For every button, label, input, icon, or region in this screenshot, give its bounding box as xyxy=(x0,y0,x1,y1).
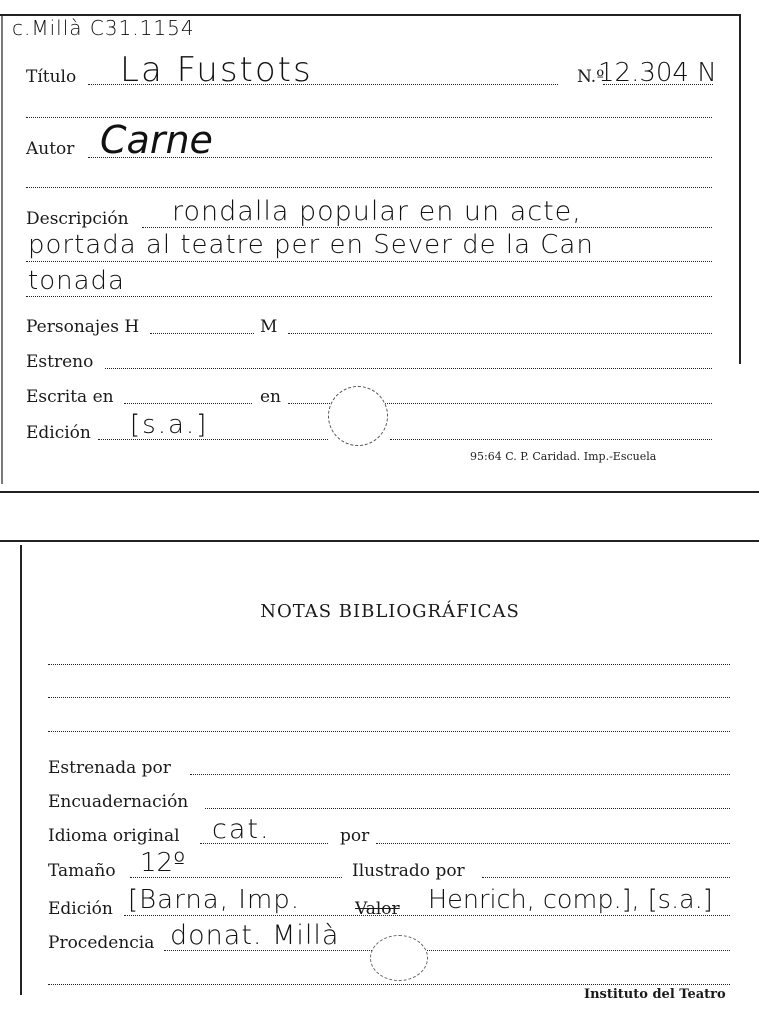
blank-line-2 xyxy=(26,187,712,188)
notas-blank-line-3 xyxy=(48,731,730,732)
punch-hole xyxy=(328,386,388,446)
procedencia-extra-line xyxy=(48,984,730,985)
descripcion-value-3: tonada xyxy=(28,266,125,296)
autor-value: Carne xyxy=(100,118,213,162)
archive-note: c.Millà C31.1154 xyxy=(12,16,195,40)
descripcion-line-3 xyxy=(26,296,712,297)
autor-label: Autor xyxy=(26,139,75,159)
descripcion-line-2 xyxy=(26,261,712,262)
tamano-label: Tamaño xyxy=(48,861,116,881)
notas-heading: NOTAS BIBLIOGRÁFICAS xyxy=(260,601,520,622)
personajes-label: Personajes H xyxy=(26,317,140,337)
ilustrado-label: Ilustrado por xyxy=(352,861,465,881)
punch-hole-2 xyxy=(370,935,428,981)
titulo-value: La Fustots xyxy=(120,50,313,90)
estreno-line xyxy=(105,368,712,369)
titulo-label: Título xyxy=(26,67,77,87)
printer-note: 95:64 C. P. Caridad. Imp.-Escuela xyxy=(470,450,657,463)
numero-label: N.º xyxy=(577,67,605,87)
footer-institution: Instituto del Teatro xyxy=(584,987,726,1002)
edicion-label: Edición xyxy=(26,423,91,443)
por-line xyxy=(376,843,730,844)
estrenada-label: Estrenada por xyxy=(48,758,171,778)
escrita-en-label: en xyxy=(260,387,282,407)
encuadernacion-label: Encuadernación xyxy=(48,792,189,812)
idioma-label: Idioma original xyxy=(48,826,180,846)
ilustrado-line xyxy=(482,877,730,878)
personajes-m-label: M xyxy=(260,317,278,337)
edicion-line-2 xyxy=(124,915,730,916)
top-card-left-border xyxy=(1,14,3,484)
idioma-value: cat. xyxy=(212,814,271,845)
edicion-value-a: [Barna, Imp. xyxy=(128,885,301,915)
por-label: por xyxy=(340,826,370,846)
estrenada-line xyxy=(190,774,730,775)
descripcion-label: Descripción xyxy=(26,209,129,229)
descripcion-line-1 xyxy=(142,227,712,228)
estreno-label: Estreno xyxy=(26,352,94,372)
top-card-bottom-border xyxy=(0,491,759,493)
notas-blank-line-2 xyxy=(48,697,730,698)
escrita-line xyxy=(124,403,252,404)
tamano-value: 12º xyxy=(140,848,186,878)
descripcion-value-2: portada al teatre per en Sever de la Can xyxy=(28,230,594,260)
personajes-h-line xyxy=(150,333,254,334)
encuadernacion-line xyxy=(205,808,730,809)
escrita-label: Escrita en xyxy=(26,387,114,407)
edicion-line-b xyxy=(390,439,712,440)
procedencia-label: Procedencia xyxy=(48,933,155,953)
top-card-right-border xyxy=(739,14,741,364)
procedencia-value: donat. Millà xyxy=(170,920,340,951)
edicion-value: [s.a.] xyxy=(130,410,209,440)
descripcion-value-1: rondalla popular en un acte, xyxy=(172,196,582,227)
edicion-struck-word: Valor xyxy=(355,899,400,919)
numero-value: 12.304 N xyxy=(598,58,717,88)
edicion-value-b: Henrich, comp.], [s.a.] xyxy=(428,885,713,915)
notas-blank-line-1 xyxy=(48,664,730,665)
bottom-card-top-border xyxy=(0,540,759,542)
personajes-m-line xyxy=(288,333,712,334)
edicion-label-2: Edición xyxy=(48,899,113,919)
